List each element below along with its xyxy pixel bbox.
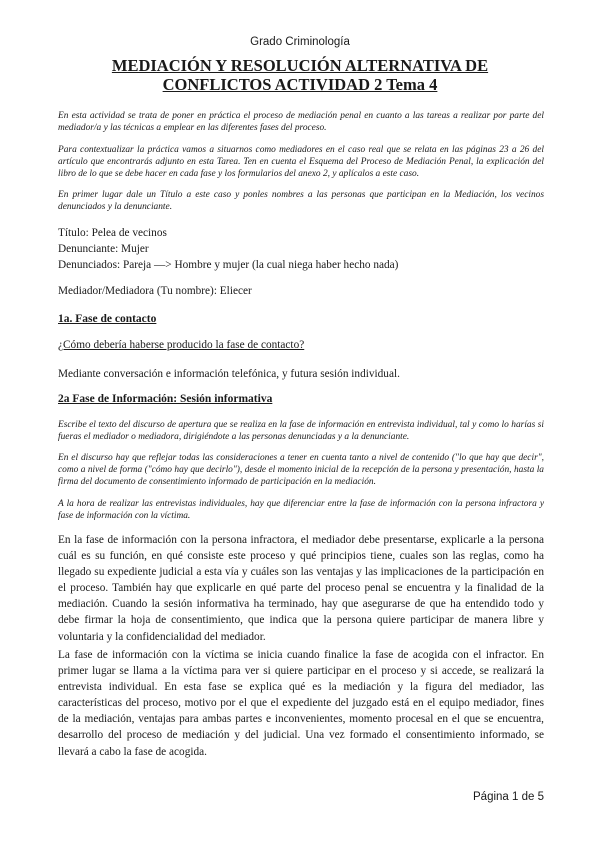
intro-paragraph-3: En primer lugar dale un Título a este caso y ponles nombres a las personas que participan en la Mediación, los vecinos denunciados y la denunciante. xyxy=(58,190,544,213)
case-mediator: Mediador/Mediadora (Tu nombre): Eliecer xyxy=(58,285,252,297)
intro-paragraph-1: En esta actividad se trata de poner en práctica el proceso de mediación penal en cuanto a las tareas a realizar por parte del mediador/a y las técnicas a emplear en las diferentes fases del proceso. xyxy=(58,111,544,134)
case-complainant: Denunciante: Mujer xyxy=(58,243,149,256)
title-line-1: MEDIACIÓN Y RESOLUCIÓN ALTERNATIVA DE xyxy=(111,56,489,75)
case-defendants: Denunciados: Pareja —> Hombre y mujer (la cual niega haber hecho nada) xyxy=(58,259,399,272)
section-2-instruction-2: En el discurso hay que reflejar todas las consideraciones a tener en cuenta tanto a nivel de contenido ("lo que hay que decir", como a nivel de forma ("cómo hay que decirlo"), desde el momento inicial de la recepción de la persona y presentación, hasta la firma del documento de consentimiento informado de participación en la mediación. xyxy=(58,453,544,488)
section-2-paragraph-2: La fase de información con la víctima se inicia cuando finalice la fase de acogida con el infractor. En primer lugar se llama a la víctima para ver si quiere participar en el proceso y si accede, se realizará la entrevista individual. En esta fase se explica qué es la mediación y la figura del mediador, las características del proceso, motivo por el que el expediente del juzgado está en el equipo mediador, fines de la mediación, ventajas para ambas partes e inconvenientes, momento procesal en el que se encuentra, desarrollo del proceso de mediación y del judicial. Una vez formado el consentimiento informado, se llevará a cabo la fase de acogida. xyxy=(58,649,544,758)
section-2-instruction-1: Escribe el texto del discurso de apertura que se realiza en la fase de información en entrevista individual, tal y como lo harías si fueras el mediador o mediadora, dirigiéndote a las personas denunciadas y a la denunciante. xyxy=(58,420,544,443)
section-1-answer: Mediante conversación e información telefónica, y futura sesión individual. xyxy=(58,368,400,380)
document-title xyxy=(60,56,540,94)
case-details xyxy=(58,225,544,273)
section-2-paragraph-1: En la fase de información con la persona infractora, el mediador debe presentarse, explicarle a la persona cuál es su función, en qué consiste este proceso y qué principios tiene, cuales son las reglas, como ha llegado su expediente judicial a esta vía y cuáles son las ventajas y las implicaciones de la participación en el proceso. También hay que explicarle en qué parte del proceso penal se encuentra y la finalidad de la mediación. Cuando la sesión informativa ha terminado, hay que asegurarse de que ha entendido todo y debe firmar la hoja de consentimiento, que indica que la persona quiere participar de manera libre y voluntaria y la confidencialidad del mediador. xyxy=(58,534,544,643)
section-1-heading: 1a. Fase de contacto xyxy=(58,313,157,325)
section-2-instruction-3: A la hora de realizar las entrevistas individuales, hay que diferenciar entre la fase de información con la persona infractora y fase de información con la víctima. xyxy=(58,499,544,522)
section-1-question: ¿Cómo debería haberse producido la fase de contacto? xyxy=(58,339,305,351)
section-2-heading: 2a Fase de Información: Sesión informativa xyxy=(58,393,273,405)
title-line-2: CONFLICTOS ACTIVIDAD 2 Tema 4 xyxy=(162,75,438,94)
intro-paragraph-2: Para contextualizar la práctica vamos a situarnos como mediadores en el caso real que se relata en las páginas 23 a 26 del artículo que encontrarás adjunto en esta Tarea. Ten en cuenta el Esquema del Proceso de Mediación Penal, la explicación del libro de lo que se debe hacer en cada fase y los formularios del anexo 2, y aplícalos a este caso. xyxy=(58,145,544,180)
page-number: Página 1 de 5 xyxy=(473,791,544,803)
page-header: Grado Criminología xyxy=(250,36,350,48)
case-title: Título: Pelea de vecinos xyxy=(58,227,167,239)
